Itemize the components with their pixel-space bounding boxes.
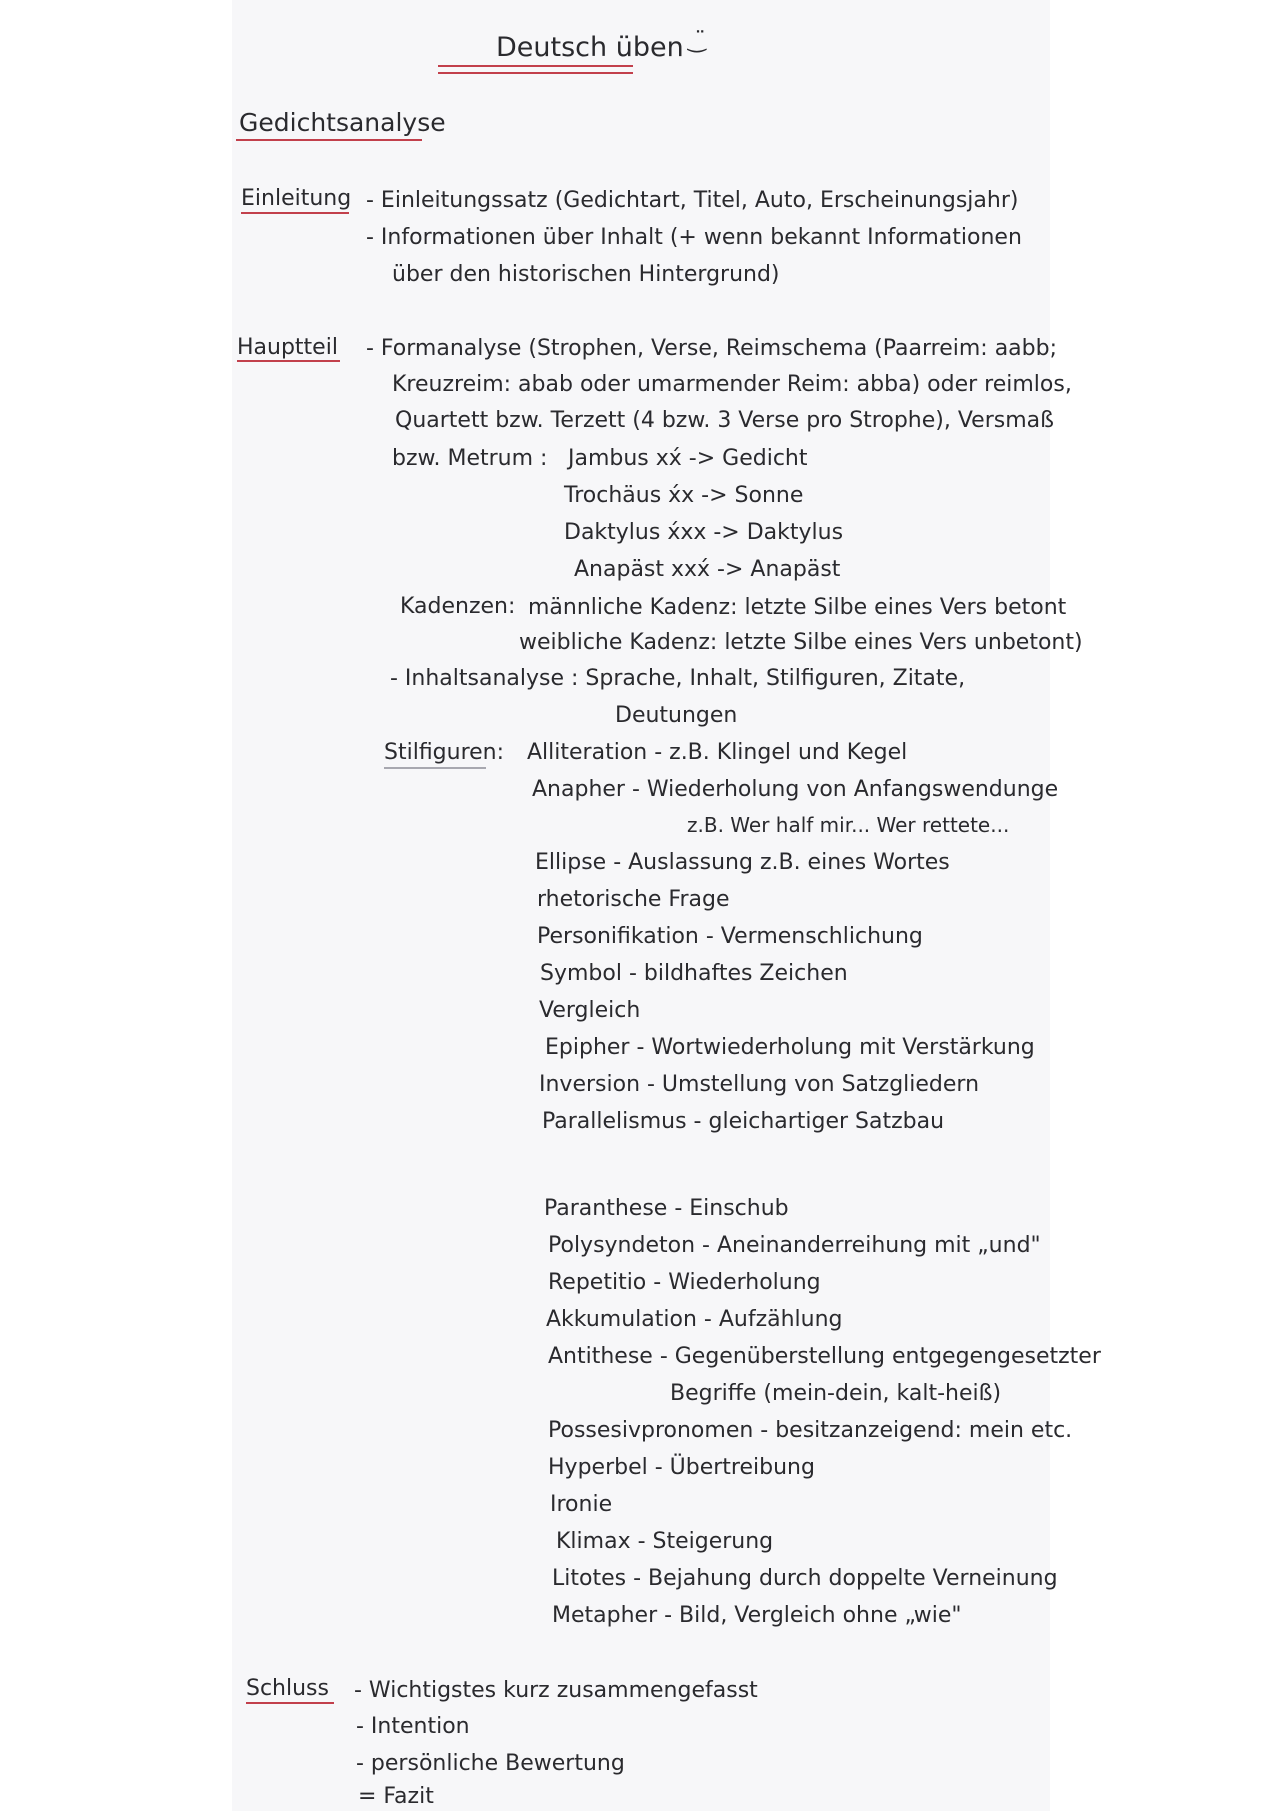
- metrum-line: Anapäst xxx́ -> Anapäst: [574, 557, 841, 582]
- stilfigur-item: Antithese - Gegenüberstellung entgegengesetzter: [548, 1344, 1101, 1369]
- title-underline-2: [438, 72, 633, 74]
- schluss-line: = Fazit: [358, 1784, 434, 1809]
- hauptteil-label: Hauptteil: [237, 335, 338, 360]
- heading-underline: [236, 139, 422, 141]
- einleitung-label: Einleitung: [241, 186, 352, 211]
- kadenzen-label: Kadenzen:: [400, 594, 516, 619]
- schluss-underline: [246, 1702, 334, 1704]
- inhaltsanalyse-line: - Inhaltsanalyse : Sprache, Inhalt, Stilfiguren, Zitate,: [390, 666, 966, 691]
- schluss-label: Schluss: [246, 1676, 329, 1701]
- stilfigur-item: Inversion - Umstellung von Satzgliedern: [539, 1072, 980, 1097]
- stilfigur-item: Alliteration - z.B. Klingel und Kegel: [527, 740, 908, 765]
- stilfigur-item: Possesivpronomen - besitzanzeigend: mein etc.: [548, 1418, 1073, 1443]
- stilfigur-item: Paranthese - Einschub: [544, 1196, 789, 1221]
- formanalyse-line: bzw. Metrum :: [392, 446, 548, 471]
- stilfigur-item: Anapher - Wiederholung von Anfangswendunge: [532, 777, 1059, 802]
- stilfiguren-label: Stilfiguren:: [384, 740, 505, 765]
- stilfigur-item: Ironie: [550, 1492, 613, 1517]
- smiley-icon: ‿̈: [688, 28, 706, 53]
- metrum-line: Daktylus x́xx -> Daktylus: [564, 520, 844, 545]
- schluss-line: - Wichtigstes kurz zusammengefasst: [354, 1678, 758, 1703]
- einleitung-line: über den historischen Hintergrund): [392, 262, 780, 287]
- formanalyse-line: Kreuzreim: abab oder umarmender Reim: abba) oder reimlos,: [392, 372, 1072, 397]
- stilfigur-item: Litotes - Bejahung durch doppelte Verneinung: [552, 1566, 1058, 1591]
- section-heading: Gedichtsanalyse: [239, 108, 446, 137]
- notebook-page: [232, 0, 1101, 1811]
- formanalyse-line: - Formanalyse (Strophen, Verse, Reimschema (Paarreim: aabb;: [366, 336, 1058, 361]
- stilfigur-item: Parallelismus - gleichartiger Satzbau: [542, 1109, 945, 1134]
- schluss-line: - Intention: [356, 1714, 470, 1739]
- stilfigur-item: Hyperbel - Übertreibung: [548, 1455, 815, 1480]
- stilfigur-item: Ellipse - Auslassung z.B. eines Wortes: [535, 850, 950, 875]
- formanalyse-line: Quartett bzw. Terzett (4 bzw. 3 Verse pro Strophe), Versmaß: [395, 408, 1054, 433]
- stilfigur-item: Symbol - bildhaftes Zeichen: [540, 961, 848, 986]
- einleitung-underline: [241, 212, 349, 214]
- einleitung-line: - Informationen über Inhalt (+ wenn bekannt Informationen: [366, 225, 1022, 250]
- kadenz-line: männliche Kadenz: letzte Silbe eines Vers betont: [528, 595, 1067, 620]
- stilfigur-item: Akkumulation - Aufzählung: [546, 1307, 843, 1332]
- einleitung-line: - Einleitungssatz (Gedichtart, Titel, Auto, Erscheinungsjahr): [366, 188, 1019, 213]
- stilfigur-item: Metapher - Bild, Vergleich ohne „wie": [552, 1603, 962, 1628]
- page-title: Deutsch üben: [496, 32, 684, 63]
- stilfigur-item: rhetorische Frage: [537, 887, 730, 912]
- stilfigur-item: z.B. Wer half mir... Wer rettete...: [687, 813, 1010, 837]
- title-underline: [438, 65, 633, 67]
- stilfigur-item: Personifikation - Vermenschlichung: [537, 924, 923, 949]
- stilfigur-item: Klimax - Steigerung: [556, 1529, 774, 1554]
- metrum-line: Jambus xx́ -> Gedicht: [568, 446, 808, 471]
- schluss-line: - persönliche Bewertung: [356, 1751, 625, 1776]
- stilfigur-item: Epipher - Wortwiederholung mit Verstärkung: [545, 1035, 1035, 1060]
- kadenz-line: weibliche Kadenz: letzte Silbe eines Vers unbetont): [519, 630, 1083, 655]
- inhaltsanalyse-line: Deutungen: [615, 703, 738, 728]
- stilfigur-item: Polysyndeton - Aneinanderreihung mit „und": [548, 1233, 1041, 1258]
- stilfigur-item: Repetitio - Wiederholung: [548, 1270, 821, 1295]
- metrum-line: Trochäus x́x -> Sonne: [564, 483, 804, 508]
- stilfigur-item: Begriffe (mein-dein, kalt-heiß): [670, 1381, 1002, 1406]
- stilfiguren-underline: [384, 767, 486, 769]
- hauptteil-underline: [237, 360, 340, 362]
- stilfigur-item: Vergleich: [539, 998, 641, 1023]
